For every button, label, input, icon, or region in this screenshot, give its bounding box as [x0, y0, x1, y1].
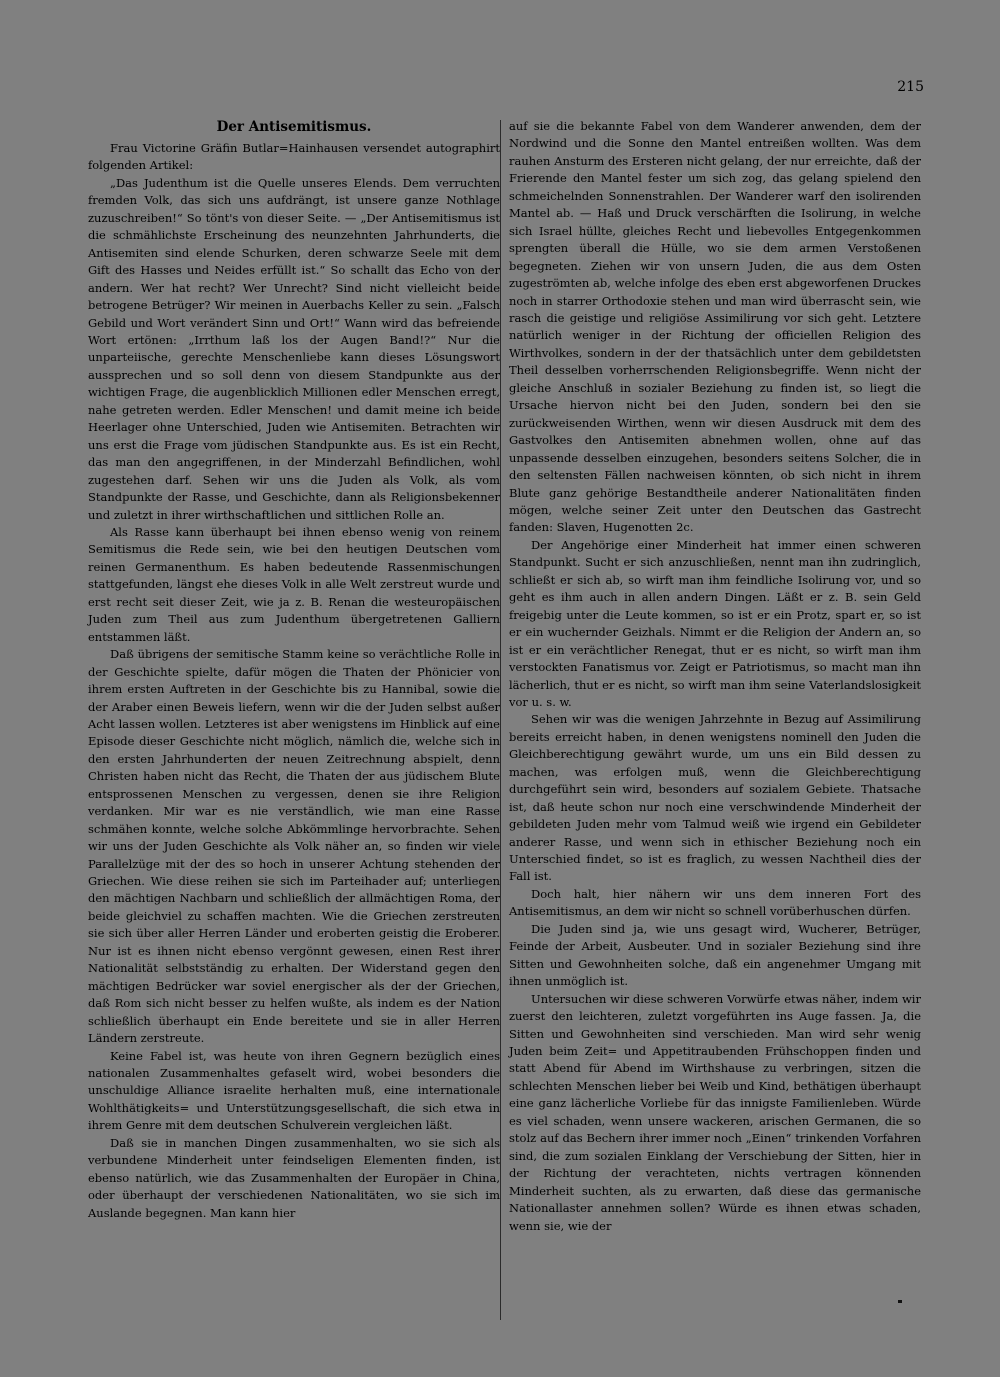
paragraph: auf sie die bekannte Fabel von dem Wanderer anwenden, dem der Nordwind und die Sonne den Mantel entreißen wollten. Was dem rauhen Ansturm des Ersteren nicht gelang, der nur erreichte, daß der Frierende den Mantel fester um sich zog, das gelang spielend den schmeichelnden Sonnenstrahlen. Der Wanderer warf den isolirenden Mantel ab. — Haß und Druck verschärften die Isolirung, in welche sich Israel hüllte, gleiches Recht und liebevolles Entgegenkommen sprengten überall die Hülle, wo sie dem armen Verstoßenen begegneten. Ziehen wir von unsern Juden, die aus dem Osten zugeströmten ab, welche infolge des eben erst abgeworfenen Druckes noch in starrer Orthodoxie stehen und man wird überrascht sein, wie rasch die geistige und religiöse Assimilirung vor sich geht. Letztere natürlich weniger in der Richtung der officiellen Religion des Wirthvolkes, sondern in der der thatsächlich unter dem gebildetsten Theil desselben vorherrschenden Religionsbegriffe. Wenn nicht der gleiche Anschluß in sozialer Beziehung zu finden ist, so liegt die Ursache hiervon nicht bei den Juden, sondern bei den sie zurückweisenden Wirthen, wenn wir diesen Ausdruck mit dem des Gastvolkes den Antisemiten abnehmen wollen, ohne auf das unpassende desselben einzugehen, besonders seitens Solcher, die in den seltensten Fällen nachweisen könnten, ob sich nicht in ihrem Blute ganz gehörige Bestandtheile anderer Nationalitäten finden mögen, welche seiner Zeit unter den Deutschen das Gastrecht fanden: Slaven, Hugenotten 2c. [509, 119, 921, 535]
paragraph: Daß übrigens der semitische Stamm keine so verächtliche Rolle in der Geschichte spielte, dafür mögen die Thaten der Phönicier von ihrem ersten Auftreten in der Geschichte bis zu Hannibal, sowie die der Araber einen Beweis liefern, wenn wir die der Juden selbst außer Acht lassen wollen. Letzteres ist aber wenigstens im Hinblick auf eine Episode dieser Geschichte nicht möglich, nämlich die, welche sich in den ersten Jahrhunderten der neuen Zeitrechnung abspielt, denn Christen haben nicht das Recht, die Thaten der aus jüdischem Blute entsprossenen Menschen zu vergessen, denen sie ihre Religion verdanken. Mir war es nie verständlich, wie man eine Rasse schmähen konnte, welche solche Abkömmlinge hervorbrachte. Sehen wir uns der Juden Geschichte als Volk näher an, so finden wir viele Parallelzüge mit der des so hoch in unserer Achtung stehenden der Griechen. Wie diese reihen sie sich im Parteihader auf; unterliegen den mächtigen Nachbarn und schließlich der allmächtigen Roma, der beide gleichviel zu schaffen machten. Wie die Griechen zerstreuten sie sich über aller Herren Länder und eroberten geistig die Eroberer. Nur ist es ihnen nicht ebenso vergönnt gewesen, einen Rest ihrer Nationalität selbstständig zu erhalten. Der Widerstand gegen den mächtigen Bedrücker war soviel energischer als der der Griechen, daß Rom sich nicht besser zu helfen wußte, als indem es der Nation schließlich überhaupt ein Ende bereitete und sie in aller Herren Ländern zerstreute. [88, 647, 500, 1046]
paragraph: „Das Judenthum ist die Quelle unseres Elends. Dem verruchten fremden Volk, das sich uns aufdrängt, ist unsere ganze Nothlage zuzuschreiben!“ So tönt's von dieser Seite. — „Der Antisemitismus ist die schmählichste Erscheinung des neunzehnten Jahrhunderts, die Antisemiten sind elende Schurken, deren schwarze Seele mit dem Gift des Hasses und Neides erfüllt ist.“ So schallt das Echo von der andern. Wer hat recht? Wer Unrecht? Sind nicht vielleicht beide betrogene Betrüger? Wir meinen in Auerbachs Keller zu sein. „Falsch Gebild und Wort verändert Sinn und Ort!“ Wann wird das befreiende Wort ertönen: „Irrthum laß los der Augen Band!?“ Nur die unparteiische, gerechte Menschenliebe kann dieses Lösungswort aussprechen und so soll denn von diesem Standpunkte aus der wichtigen Frage, die augenblicklich Millionen edler Menschen erregt, nahe getreten werden. Edler Menschen! und damit meine ich beide Heerlager ohne Unterschied, Juden wie Antisemiten. Betrachten wir uns erst die Frage vom jüdischen Standpunkte aus. Es ist ein Recht, das man den angegriffenen, in der Minderzahl Befindlichen, wohl zugestehen darf. Sehen wir uns die Juden als Volk, als vom Standpunkte der Rasse, und Geschichte, dann als Religionsbekenner und zuletzt in ihrer wirthschaftlichen und sittlichen Rolle an. [88, 175, 500, 522]
column-right [509, 118, 921, 1235]
print-mark [898, 1300, 902, 1303]
article-title: Der Antisemitismus. [216, 119, 372, 135]
paragraph: Untersuchen wir diese schweren Vorwürfe etwas näher, indem wir zuerst den leichteren, zuletzt vorgeführten ins Auge fassen. Ja, die Sitten und Gewohnheiten sind verschieden. Man wird sehr wenig Juden beim Zeit= und Appetitraubenden Frühschoppen finden und statt Abend für Abend im Wirthshause zu verbringen, sitzen die schlechten Menschen lieber bei Weib und Kind, bethätigen überhaupt eine ganz lächerliche Vorliebe für das innigste Familienleben. Würde es viel schaden, wenn unsere wackeren, arischen Germanen, die so stolz auf das Bechern ihrer immer noch „Einen“ trinkenden Vorfahren sind, die zum sozialen Einklang der Verschiebung der Sitten, hier in der Richtung der verachteten, nichts vertragen könnenden Minderheit suchten, als zu erwarten, daß diese das germanische Nationallaster annehmen sollen? Würde es ihnen etwas schaden, wenn sie, wie der [509, 991, 921, 1233]
paragraph: Doch halt, hier nähern wir uns dem inneren Fort des Antisemitismus, an dem wir nicht so schnell vorüberhuschen dürfen. [509, 886, 921, 919]
paragraph: Daß sie in manchen Dingen zusammenhalten, wo sie sich als verbundene Minderheit unter feindseligen Elementen finden, ist ebenso natürlich, wie das Zusammenhalten der Europäer in China, oder überhaupt der verschiedenen Nationalitäten, wo sie sich im Auslande begegnen. Man kann hier [88, 1135, 500, 1220]
column-divider [500, 120, 501, 1320]
page-number: 215 [897, 79, 924, 95]
column-left [88, 118, 500, 1222]
paragraph: Frau Victorine Gräfin Butlar=Hainhausen versendet autographirt folgenden Artikel: [88, 141, 500, 173]
paragraph: Der Angehörige einer Minderheit hat immer einen schweren Standpunkt. Sucht er sich anzuschließen, nennt man ihn zudringlich, schließt er sich ab, so wirft man ihm feindliche Isolirung vor, und so geht es ihm auch in allen andern Dingen. Läßt er z. B. sein Geld freigebig unter die Leute kommen, so ist er ein Protz, spart er, so ist er ein wuchernder Geizhals. Nimmt er die Religion der Andern an, so ist er ein verächtlicher Renegat, thut er es nicht, so wirft man ihm verstockten Fanatismus vor. Zeigt er Patriotismus, so macht man ihn lächerlich, thut er es nicht, so wirft man ihm seine Vaterlandslosigkeit vor u. s. w. [509, 537, 921, 709]
paragraph: Die Juden sind ja, wie uns gesagt wird, Wucherer, Betrüger, Feinde der Arbeit, Ausbeuter. Und in sozialer Beziehung sind ihre Sitten und Gewohnheiten solche, daß ein angenehmer Umgang mit ihnen unmöglich ist. [509, 921, 921, 989]
paragraph: Keine Fabel ist, was heute von ihren Gegnern bezüglich eines nationalen Zusammenhaltes gefaselt wird, wobei besonders die unschuldige Alliance israelite herhalten muß, eine internationale Wohlthätigkeits= und Unterstützungsgesellschaft, die sich etwa in ihrem Genre mit dem deutschen Schulverein vergleichen läßt. [88, 1048, 500, 1133]
paragraph: Sehen wir was die wenigen Jahrzehnte in Bezug auf Assimilirung bereits erreicht haben, in denen wenigstens nominell den Juden die Gleichberechtigung gewährt wurde, um uns ein Bild dessen zu machen, was erfolgen muß, wenn die Gleichberechtigung durchgeführt sein wird, besonders auf sozialem Gebiete. Thatsache ist, daß heute schon nur noch eine verschwindende Minderheit der gebildeten Juden mehr vom Talmud weiß wie irgend ein Gebildeter anderer Rasse, und wenn sich in ethischer Beziehung noch ein Unterschied findet, so ist es fraglich, zu wessen Nachtheil dies der Fall ist. [509, 712, 921, 884]
paragraph: Als Rasse kann überhaupt bei ihnen ebenso wenig von reinem Semitismus die Rede sein, wie bei den heutigen Deutschen vom reinen Germanenthum. Es haben bedeutende Rassenmischungen stattgefunden, längst ehe dieses Volk in alle Welt zerstreut wurde und erst recht seit dieser Zeit, wie ja z. B. Renan die westeuropäischen Juden zum Theil aus zum Judenthum übergetretenen Galliern entstammen läßt. [88, 524, 500, 644]
